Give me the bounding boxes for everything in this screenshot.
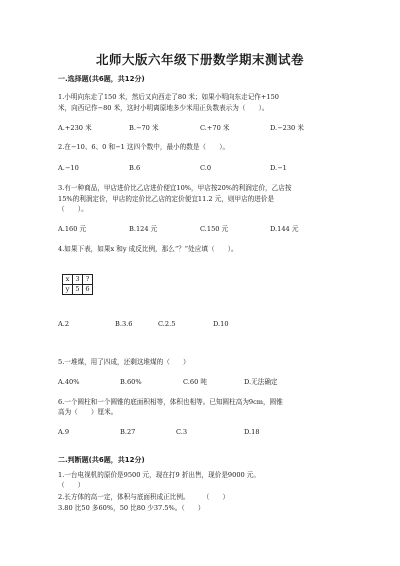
section-heading-judgement: 二.判断题(共6题，共12分)	[58, 456, 145, 464]
option-b: B.60%	[120, 378, 142, 386]
option-b: B.27	[120, 428, 136, 436]
option-d: D.无法确定	[244, 378, 278, 386]
option-b: B.3.6	[115, 320, 133, 328]
judge-1-line-2: （ ）	[58, 481, 85, 489]
question-3-options	[58, 225, 358, 234]
option-a: A.2	[58, 320, 70, 328]
option-c: C.60 吨	[183, 378, 207, 386]
table-cell: 5	[73, 285, 83, 295]
judge-1-line-1: 1.一台电视机的原价是9500 元，现在打9 折出售，现价是9000 元。	[58, 471, 260, 479]
question-1-line-1: 1.小明向东走了150 米，然后又向西走了80 米；如果小明向东走记作+150	[58, 93, 280, 101]
option-c: C.3	[176, 428, 188, 436]
judge-3-line-1: 3.80 比50 多60%，50 比80 少37.5%。（ ）	[58, 504, 205, 512]
option-a: A.+230 米	[58, 124, 92, 132]
option-a: A.40%	[58, 378, 80, 386]
option-d: D.18	[244, 428, 260, 436]
question-6-options	[58, 428, 358, 437]
option-d: D.−1	[270, 164, 287, 172]
question-2-options	[58, 164, 358, 173]
table-cell: ?	[83, 275, 93, 285]
option-b: B.−70 米	[129, 124, 159, 132]
question-3-line-3: （ ）。	[58, 205, 88, 213]
option-a: A.9	[58, 428, 70, 436]
question-5-line-1: 5.一堆煤，用了四成，还剩这堆煤的（ ）	[58, 358, 190, 366]
question-3-line-2: 15%的利润定价，甲店的定价比乙店的定价便宜11.2 元，则甲店的进价是	[58, 195, 275, 203]
judge-2-line-1: 2.长方体的高一定，体积与底面积成正比例。 （ ）	[58, 493, 230, 501]
option-a: A.160 元	[58, 225, 87, 233]
table-cell: 3	[73, 275, 83, 285]
table-cell: y	[63, 285, 73, 295]
option-d: D.10	[213, 320, 229, 328]
table-cell: x	[63, 275, 73, 285]
option-d: D.144 元	[270, 225, 299, 233]
option-b: B.124 元	[129, 225, 158, 233]
page-title: 北师大版六年级下册数学期末测试卷	[95, 52, 304, 67]
option-c: C.2.5	[158, 320, 176, 328]
option-c: C.0	[200, 164, 212, 172]
question-1-line-2: 米，向西记作−80 米，这时小明离原地多少米用正负数表示为（ ）。	[58, 104, 269, 112]
table-cell: 6	[83, 285, 93, 295]
question-1-options	[58, 124, 358, 133]
question-2-line-1: 2.在−10、6、0 和−1 这四个数中，最小的数是（ ）。	[58, 143, 230, 151]
question-3-line-1: 3.有一种商品，甲店进价比乙店进价便宜10%，甲店按20%的利润定价，乙店按	[58, 184, 292, 192]
question-5-options	[58, 378, 358, 387]
question-4-options	[58, 320, 358, 329]
option-b: B.6	[129, 164, 141, 172]
option-a: A.−10	[58, 164, 79, 172]
option-c: C.150 元	[200, 225, 229, 233]
section-heading-choice: 一.选择题(共6题，共12分)	[58, 75, 145, 83]
table-row	[63, 285, 93, 295]
option-d: D.−230 米	[270, 124, 304, 132]
option-c: C.+70 米	[200, 124, 230, 132]
xy-table	[62, 274, 93, 295]
question-6-line-1: 6.一个圆柱和一个圆锥的底面积相等，体积也相等。已知圆柱高为9cm，圆锥	[58, 398, 283, 406]
question-6-line-2: 高为（ ）厘米。	[58, 408, 118, 416]
question-4-line-1: 4.如果下表，如果x 和y 成反比例，那么“？”处应填（ ）。	[58, 245, 238, 253]
table-row	[63, 275, 93, 285]
